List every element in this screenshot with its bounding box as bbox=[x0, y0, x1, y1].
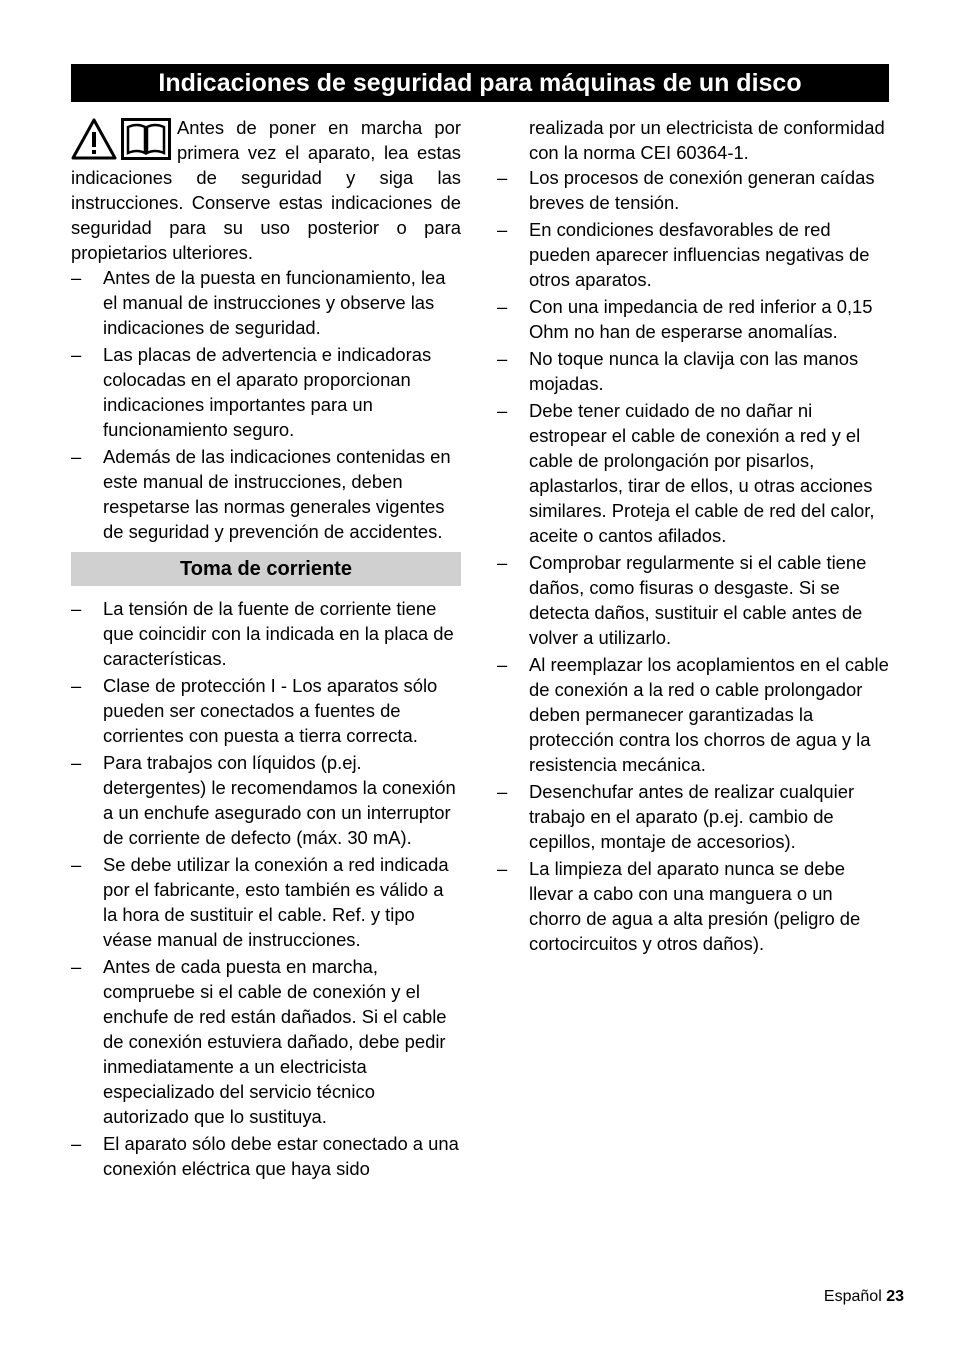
manual-book-icon bbox=[121, 118, 171, 160]
list-item: – El aparato sólo debe estar conectado a una conexión eléctrica que haya sido bbox=[71, 1131, 461, 1181]
power-supply-list-continued bbox=[497, 165, 889, 956]
list-item: – Desenchufar antes de realizar cualquier trabajo en el aparato (p.ej. cambio de cepillos, montaje de accesorios). bbox=[497, 779, 889, 854]
footer-language: Español bbox=[823, 1288, 882, 1305]
list-item: – La tensión de la fuente de corriente tiene que coincidir con la indicada en la placa de características. bbox=[71, 596, 461, 671]
intro-paragraph bbox=[71, 115, 461, 265]
intro-text: Antes de poner en marcha por primera vez el aparato, lea estas indicaciones de seguridad y siga las instrucciones. Conserve estas indicaciones de seguridad para su uso posterior o para propietarios ulteriores. bbox=[71, 117, 461, 263]
list-item: – Antes de la puesta en funcionamiento, lea el manual de instrucciones y observe las indicaciones de seguridad. bbox=[71, 265, 461, 340]
list-item: – Debe tener cuidado de no dañar ni estropear el cable de conexión a red y el cable de prolongación por pisarlos, aplastarlos, tirar de ellos, u otras acciones similares. Proteja el cable de red del calor, aceite o cantos afilados. bbox=[497, 398, 889, 548]
page-footer bbox=[824, 1288, 904, 1306]
list-item: – Se debe utilizar la conexión a red indicada por el fabricante, esto también es válido a la hora de sustituir el cable. Ref. y tipo véase manual de instrucciones. bbox=[71, 852, 461, 952]
warning-triangle-icon bbox=[71, 118, 117, 160]
list-item: – Comprobar regularmente si el cable tiene daños, como fisuras o desgaste. Si se detecta daños, sustituir el cable antes de volver a utilizarlo. bbox=[497, 550, 889, 650]
page-title: Indicaciones de seguridad para máquinas de un disco bbox=[71, 64, 889, 102]
warning-icons bbox=[71, 118, 171, 160]
list-item-continuation: realizada por un electricista de conformidad con la norma CEI 60364-1. bbox=[529, 117, 885, 163]
list-item: – Para trabajos con líquidos (p.ej. detergentes) le recomendamos la conexión a un enchufe asegurado con un interruptor de corriente de defecto (máx. 30 mA). bbox=[71, 750, 461, 850]
right-column bbox=[497, 115, 889, 958]
list-item: – No toque nunca la clavija con las manos mojadas. bbox=[497, 346, 889, 396]
list-item: – Los procesos de conexión generan caídas breves de tensión. bbox=[497, 165, 889, 215]
section-heading-power: Toma de corriente bbox=[71, 552, 461, 586]
page-number: 23 bbox=[886, 1288, 904, 1305]
list-item: – Las placas de advertencia e indicadoras colocadas en el aparato proporcionan indicaciones importantes para un funcionamiento seguro. bbox=[71, 342, 461, 442]
general-safety-list bbox=[71, 265, 461, 544]
list-item: – La limpieza del aparato nunca se debe llevar a cabo con una manguera o un chorro de agua a alta presión (peligro de cortocircuitos y otros daños). bbox=[497, 856, 889, 956]
list-item: – Clase de protección I - Los aparatos sólo pueden ser conectados a fuentes de corrientes con puesta a tierra correcta. bbox=[71, 673, 461, 748]
list-item: – Al reemplazar los acoplamientos en el cable de conexión a la red o cable prolongador deben permanecer garantizadas la protección contra los chorros de agua y la resistencia mecánica. bbox=[497, 652, 889, 777]
list-item: – Con una impedancia de red inferior a 0,15 Ohm no han de esperarse anomalías. bbox=[497, 294, 889, 344]
list-item: – Además de las indicaciones contenidas en este manual de instrucciones, deben respetarse las normas generales vigentes de seguridad y prevención de accidentes. bbox=[71, 444, 461, 544]
list-item: – En condiciones desfavorables de red pueden aparecer influencias negativas de otros aparatos. bbox=[497, 217, 889, 292]
list-item: – Antes de cada puesta en marcha, compruebe si el cable de conexión y el enchufe de red están dañados. Si el cable de conexión estuviera dañado, debe pedir inmediatamente a un electricista especializado del servicio técnico autorizado que lo sustituya. bbox=[71, 954, 461, 1129]
left-column bbox=[71, 115, 461, 1183]
power-supply-list bbox=[71, 596, 461, 1181]
